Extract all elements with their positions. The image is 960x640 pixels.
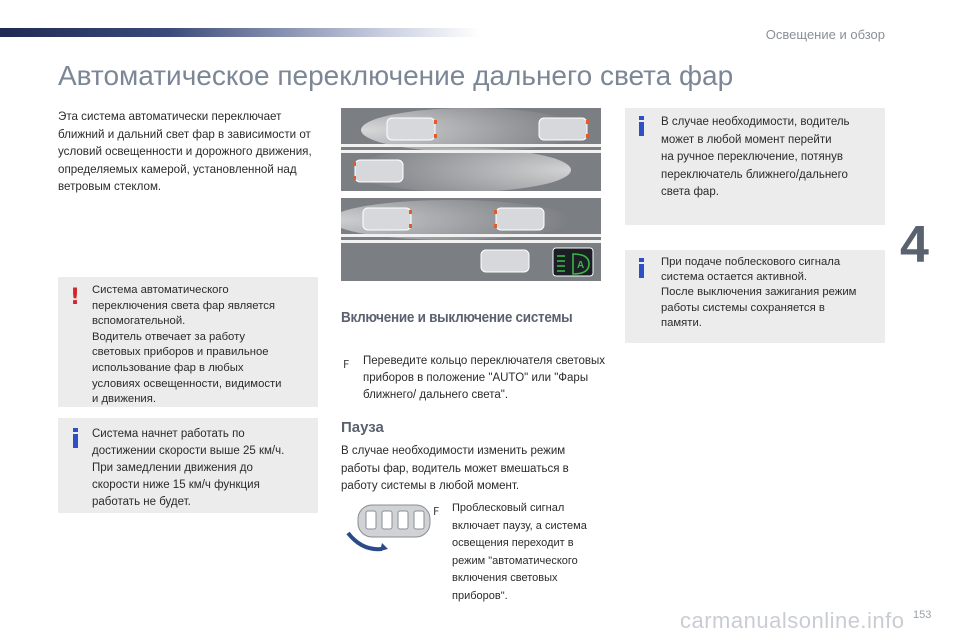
headlight-illustration	[341, 108, 601, 280]
onoff-step: Переведите кольцо переключателя световых приборов в положение "AUTO" или "Фары ближнего/ дальнего света".	[363, 355, 605, 401]
auto-beam-indicator-icon	[553, 248, 593, 276]
info-icon	[639, 116, 644, 136]
section-heading-pause: Пауза	[341, 419, 384, 436]
watermark: carmanualsonline.info	[680, 608, 905, 633]
info-manual-text: В случае необходимости, водитель может в любой момент перейти на ручное переключение, потянув переключатель ближнего/дальнего света фар.	[661, 116, 850, 198]
section-heading-onoff: Включение и выключение системы	[341, 309, 573, 326]
info-box-manual	[625, 108, 885, 225]
info-icon	[639, 258, 644, 278]
info-speed-text: Система начнет работать по достижении скорости выше 25 км/ч. При замедлении движения до скорости ниже 15 км/ч функция работать не будет.	[92, 428, 285, 508]
following-traffic-scene	[341, 198, 601, 281]
page-title: Автоматическое переключение дальнего света фар	[58, 60, 734, 91]
light-stalk-illustration	[344, 503, 432, 555]
intro-paragraph: Эта система автоматически переключает ближний и дальний свет фар в зависимости от условий освещенности и дорожного движения, определяемых камерой, установленной над ветровым стеклом.	[58, 110, 312, 193]
bullet-marker: F	[433, 505, 440, 518]
header-accent-bar	[0, 28, 480, 37]
warning-text: Система автоматического переключения света фар является вспомогательной. Водитель отвечает за работу световых приборов и правильное использование фар в любых условиях освещенности, видимости и движения.	[92, 284, 282, 406]
section-title: Освещение и обзор	[765, 27, 885, 42]
exclamation-icon: !	[70, 285, 81, 310]
warning-box	[58, 277, 318, 407]
info-memory-text: При подаче поблескового сигнала система остается активной. После выключения зажигания режим работы системы сохраняется в памяти.	[661, 256, 857, 329]
pause-paragraph: В случае необходимости изменить режим работы фар, водитель может вмешаться в работу системы в любой момент.	[341, 445, 569, 492]
page-number: 153	[913, 609, 932, 621]
indicator-letter: A	[577, 260, 585, 271]
info-icon	[73, 428, 78, 448]
info-box-memory	[625, 250, 885, 343]
info-box-speed	[58, 418, 318, 513]
oncoming-traffic-scene	[341, 108, 601, 191]
pause-step: Проблесковый сигнал включает паузу, а система освещения переходит в режим "автоматического включения световых приборов".	[452, 502, 587, 602]
chapter-number: 4	[900, 216, 929, 274]
bullet-marker: F	[343, 358, 350, 371]
